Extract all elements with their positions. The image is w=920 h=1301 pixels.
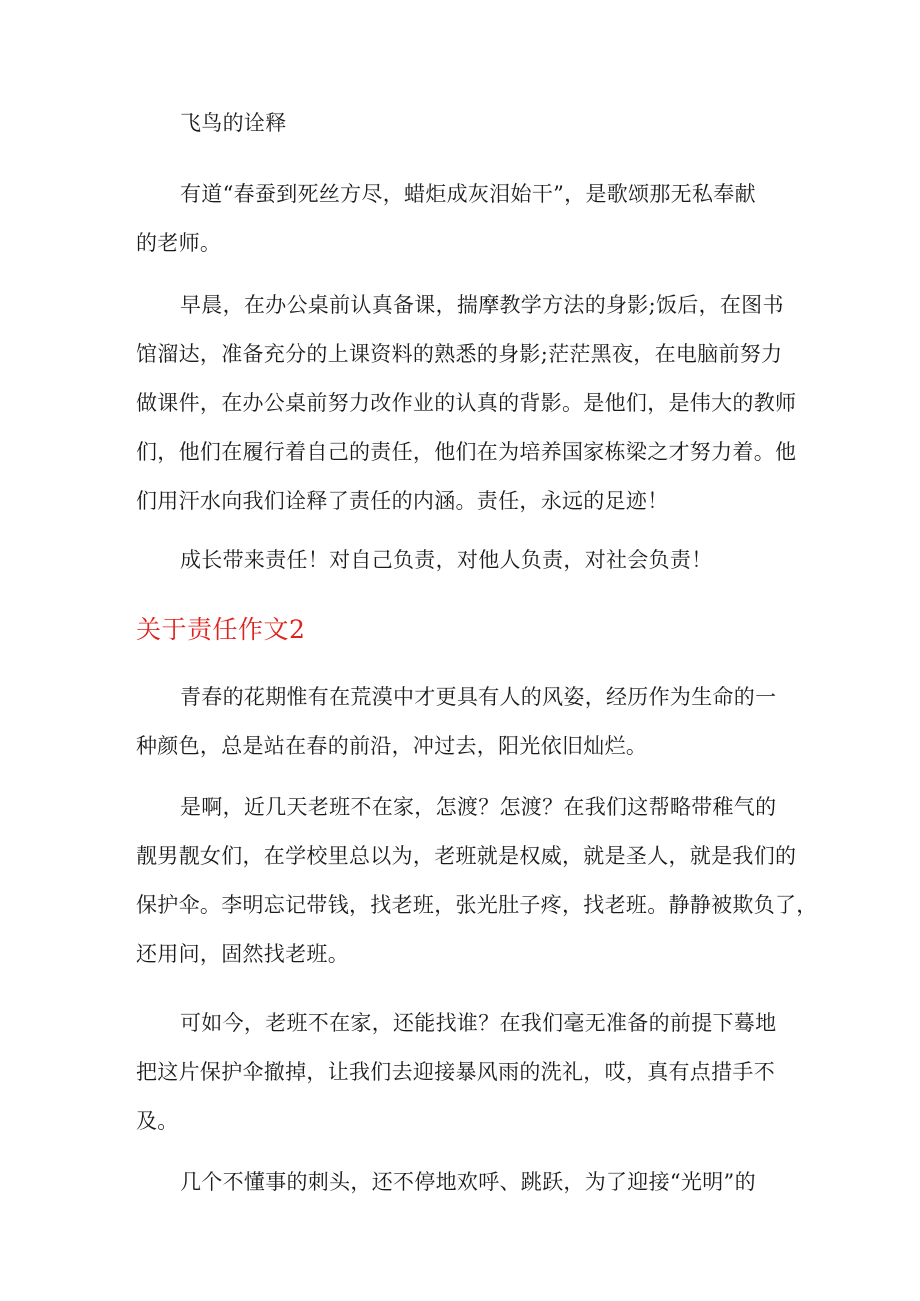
text-line: 把这片保护伞撤掉，让我们去迎接暴风雨的洗礼，哎，真有点措手不 — [136, 1060, 775, 1084]
text-line: 有道“春蚕到死丝方尽，蜡炬成灰泪始干”，是歌颂那无私奉献 — [180, 182, 756, 206]
text-line: 种颜色，总是站在春的前沿，冲过去，阳光依旧灿烂。 — [136, 734, 648, 758]
text-line: 做课件，在办公桌前努力改作业的认真的背影。是他们，是伟大的教师 — [136, 391, 797, 415]
text-line: 青春的花期惟有在荒漠中才更具有人的风姿，经历作为生命的一 — [180, 685, 777, 709]
text-line: 馆溜达，准备充分的上课资料的熟悉的身影;茫茫黑夜，在电脑前努力 — [136, 342, 783, 366]
text-line: 几个不懂事的刺头，还不停地欢呼、跳跃，为了迎接“光明”的 — [180, 1170, 756, 1194]
text-line: 早晨，在办公桌前认真备课，揣摩教学方法的身影;饭后，在图书 — [180, 293, 784, 317]
text-line: 们，他们在履行着自己的责任，他们在为培养国家栋梁之才努力着。他 — [136, 440, 797, 464]
text-line: 还用问，固然找老班。 — [136, 942, 349, 966]
text-line: 及。 — [136, 1109, 179, 1133]
text-line: 们用汗水向我们诠释了责任的内涵。责任，永远的足迹！ — [136, 489, 669, 513]
section-heading-zuowen2: 关于责任作文2 — [136, 615, 306, 644]
text-line: 可如今，老班不在家，还能找谁？在我们毫无准备的前提下蓦地 — [180, 1011, 777, 1035]
text-line: 成长带来责任！对自己负责，对他人负责，对社会负责！ — [180, 548, 713, 572]
section-title-feiniao: 飞鸟的诠释 — [180, 111, 287, 135]
text-line: 的老师。 — [136, 231, 222, 255]
text-line: 是啊，近几天老班不在家，怎渡？怎渡？在我们这帮略带稚气的 — [180, 795, 777, 819]
text-line: 保护伞。李明忘记带钱，找老班，张光肚子疼，找老班。静静被欺负了， — [136, 893, 818, 917]
text-line: 靓男靓女们，在学校里总以为，老班就是权威，就是圣人，就是我们的 — [136, 844, 797, 868]
